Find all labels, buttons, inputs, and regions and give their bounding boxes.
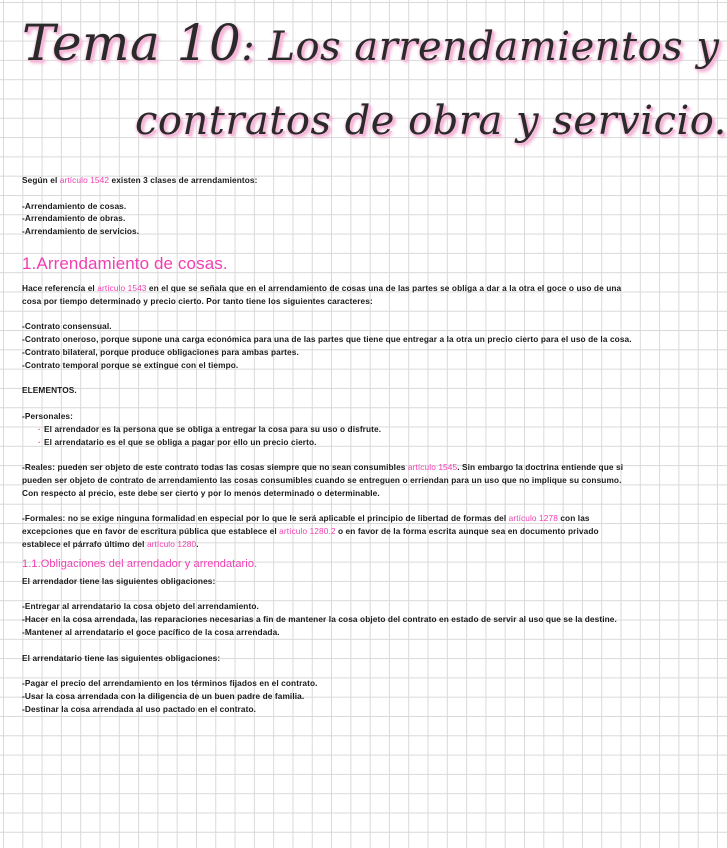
intro-paragraph — [22, 174, 632, 187]
text: en el que se señala que en el arrendamiento de cosas una de las partes se obliga a dar a la otra el goce o uso de una cosa por tiempo determinado y precio cierto. Por tanto tiene los siguientes caracteres: — [22, 282, 622, 306]
section-heading: 1.Arrendamiento de cosas. — [22, 253, 228, 273]
list-item: -Entregar al arrendatario la cosa objeto del arrendamiento. — [22, 601, 259, 612]
text: existen 3 clases de arrendamientos: — [109, 175, 258, 185]
text: . Sin embargo la doctrina entiende que si pueden ser objeto de contrato de arrendamiento las cosas consumibles cuando se entreguen o erriendan para un uso que no implique su consumo. — [22, 462, 624, 485]
text: con las excepciones que en favor de escritura pública que establece el — [22, 513, 590, 537]
text: . — [196, 538, 199, 549]
list-item: -Contrato oneroso, porque supone una carga económica para una de las partes que tiene que entregar a la otra un precio cierto para el uso de la cosa. — [22, 334, 632, 345]
title-main: Tema 10 — [22, 14, 242, 72]
text: -Reales: pueden ser objeto de este contrato todas las cosas siempre que no sean consumibles — [22, 462, 408, 473]
list-item: -Contrato bilateral, porque produce obligaciones para ambas partes. — [22, 346, 299, 357]
reales-precio: Con respecto al precio, este debe ser cierto y por lo menos determinado o determinable. — [22, 487, 380, 498]
section-paragraph — [22, 282, 632, 308]
article-ref: artículo 1280.2 — [279, 526, 336, 537]
elementos-label: ELEMENTOS. — [22, 385, 77, 396]
personales-label: -Personales: — [22, 410, 74, 421]
article-ref: artículo 1278 — [508, 513, 558, 524]
list-item: -Mantener al arrendatario el goce pacífico de la cosa arrendada. — [22, 626, 280, 637]
list-item: -Arrendamiento de obras. — [22, 213, 126, 224]
page-title-line2: contratos de obra y servicio. — [135, 98, 727, 144]
article-ref: artículo 1543 — [97, 282, 147, 293]
document-body — [22, 174, 632, 715]
list-item: · El arrendador es la persona que se obliga a entregar la cosa para su uso o disfrute. — [22, 423, 632, 436]
list-item: -Pagar el precio del arrendamiento en los términos fijados en el contrato. — [22, 678, 318, 689]
list-item: -Usar la cosa arrendada con la diligencia de un buen padre de familia. — [22, 690, 305, 701]
list-item: -Hacer en la cosa arrendada, las reparaciones necesarias a fin de mantener la cosa objeto del contrato en estado de servir al uso que se la destine. — [22, 614, 617, 625]
list-item: -Arrendamiento de servicios. — [22, 226, 140, 237]
subsection-heading: 1.1.Obligaciones del arrendador y arrendatario. — [22, 557, 258, 570]
formales-paragraph — [22, 512, 632, 550]
text: Hace referencia el — [22, 282, 98, 293]
list-item: -Arrendamiento de cosas. — [22, 200, 127, 211]
reales-paragraph — [22, 461, 632, 487]
text: -Formales: no se exige ninguna formalidad en especial por lo que le será aplicable el principio de libertad de formas del — [22, 513, 509, 524]
list-item: -Destinar la cosa arrendada al uso pactado en el contrato. — [22, 703, 257, 714]
list-item: -Contrato consensual. — [22, 321, 112, 332]
list-item: -Contrato temporal porque se extingue con el tiempo. — [22, 359, 239, 370]
text: Según el — [22, 175, 60, 185]
list-item: · El arrendatario es el que se obliga a pagar por ello un precio cierto. — [22, 436, 632, 449]
arrendatario-intro: El arrendatario tiene las siguientes obligaciones: — [22, 652, 221, 663]
title-rest: : Los arrendamientos y — [241, 24, 720, 70]
text: o en favor de la forma escrita aunque sea en documento privado establece el párrafo último del — [22, 526, 599, 549]
article-ref: artículo 1545 — [407, 462, 458, 473]
article-ref: artículo 1280 — [146, 538, 197, 549]
page-title-line1 — [22, 14, 720, 72]
arrendador-intro: El arrendador tiene las siguientes obligaciones: — [22, 575, 216, 586]
article-ref: artículo 1542 — [59, 175, 110, 185]
